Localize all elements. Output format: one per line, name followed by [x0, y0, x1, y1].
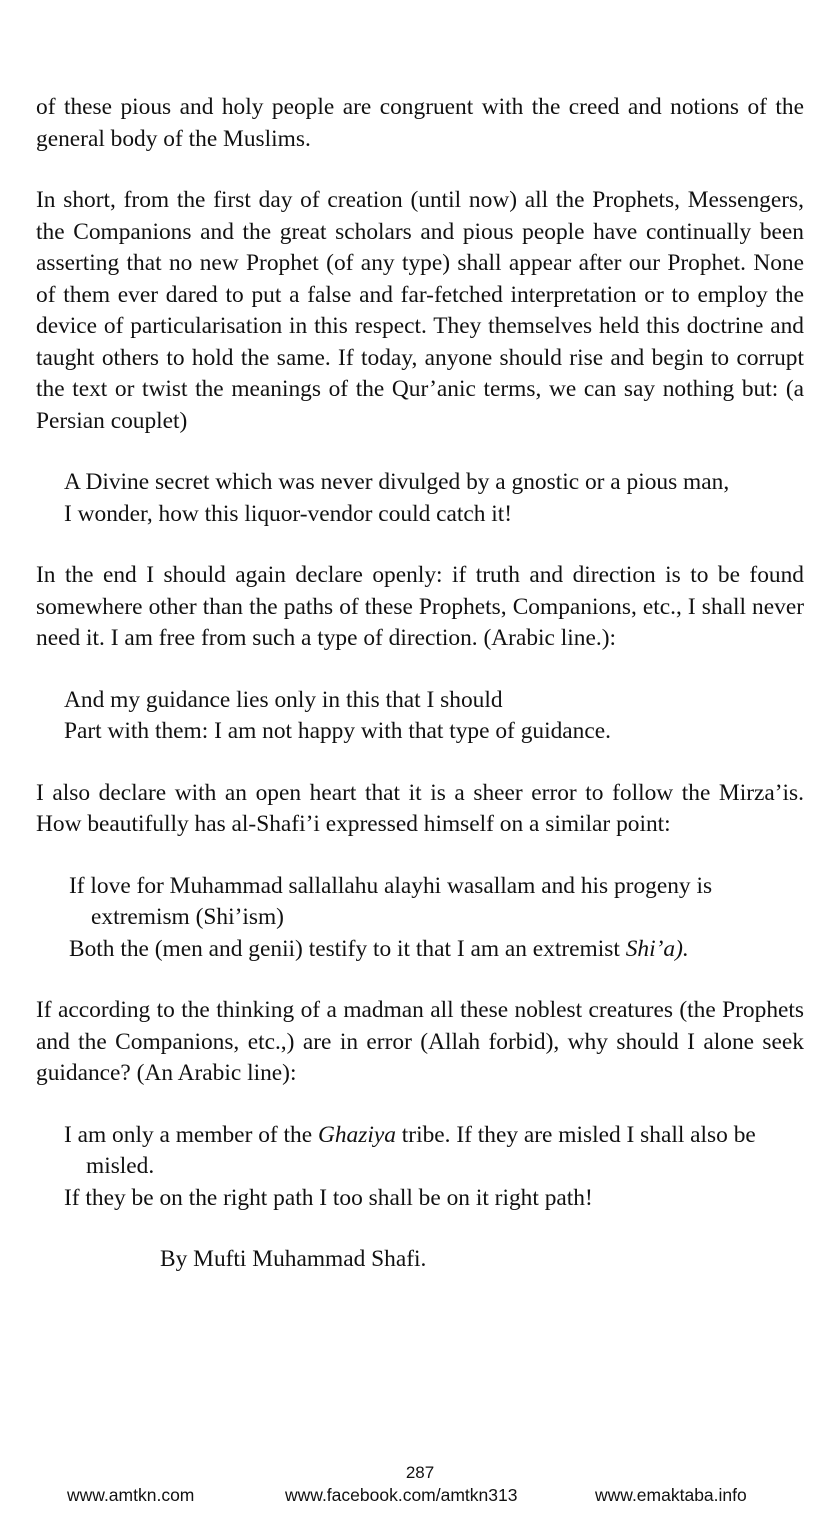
shafii-verse: [36, 871, 804, 966]
verse-line: If they be on the right path I too shall be on it right path!: [64, 1184, 593, 1211]
verse-text: Both the (men and genii) testify to it that I am an extremist: [69, 935, 626, 962]
paragraph: In the end I should again declare openly: if truth and direction is to be found somewhere other than the paths of these Prophets, Companions, etc., I shall never need it. I am free from such a type of direction. (Arabic line.):: [36, 562, 804, 651]
footer-link-facebook: www.facebook.com/amtkn313: [285, 1485, 518, 1505]
verse-emphasis: Shi’a).: [625, 935, 689, 962]
page-number: 287: [405, 1463, 435, 1482]
page-footer: [0, 1463, 840, 1509]
signature: By Mufti Muhammad Shafi.: [160, 1246, 427, 1272]
verse-text: tribe. If they are misled I shall also be misled.: [86, 1121, 756, 1179]
verse-line: If love for Muhammad sallallahu alayhi wasallam and his progeny is extremism (Shi’ism): [69, 872, 713, 930]
persian-couplet: [36, 467, 804, 530]
paragraph: of these pious and holy people are congruent with the creed and notions of the general body of the Muslims.: [36, 94, 804, 152]
verse-line: A Divine secret which was never divulged by a gnostic or a pious man,: [64, 469, 730, 495]
verse-text: I am only a member of the: [64, 1121, 318, 1148]
paragraph: In short, from the first day of creation (until now) all the Prophets, Messengers, the Companions and the great scholars and pious people have continually been asserting that no new Prophet (of any type) shall appear after our Prophet. None of them ever dared to put a false and far-fetched interpretation or to employ the device of particularisation in this respect. They themselves held this doctrine and taught others to hold the same. If today, anyone should rise and begin to corrupt the text or twist the meanings of the Qur’anic terms, we can say nothing but: (a Persian couplet): [36, 187, 804, 434]
verse-line: Part with them: I am not happy with that type of guidance.: [64, 718, 611, 744]
verse-line: [69, 934, 804, 966]
verse-emphasis: Ghaziya: [317, 1121, 396, 1148]
footer-link-amtkn: www.amtkn.com: [67, 1485, 195, 1505]
page-body: [36, 92, 804, 1276]
paragraph: If according to the thinking of a madman all these noblest creatures (the Prophets and the Companions, etc.,) are in error (Allah forbid), why should I alone seek guidance? (An Arabic line):: [36, 997, 804, 1086]
footer-link-emaktaba: www.emaktaba.info: [595, 1485, 747, 1505]
ghaziya-verse: [36, 1120, 804, 1215]
verse-line: And my guidance lies only in this that I should: [64, 686, 503, 713]
paragraph: I also declare with an open heart that it is a sheer error to follow the Mirza’is. How beautifully has al-Shafi’i expressed himself on a similar point:: [36, 779, 804, 837]
verse-line: I wonder, how this liquor-vendor could catch it!: [64, 500, 513, 527]
verse-line: [64, 1120, 804, 1183]
arabic-line-verse: [36, 685, 804, 748]
footer-links: [0, 1483, 840, 1509]
